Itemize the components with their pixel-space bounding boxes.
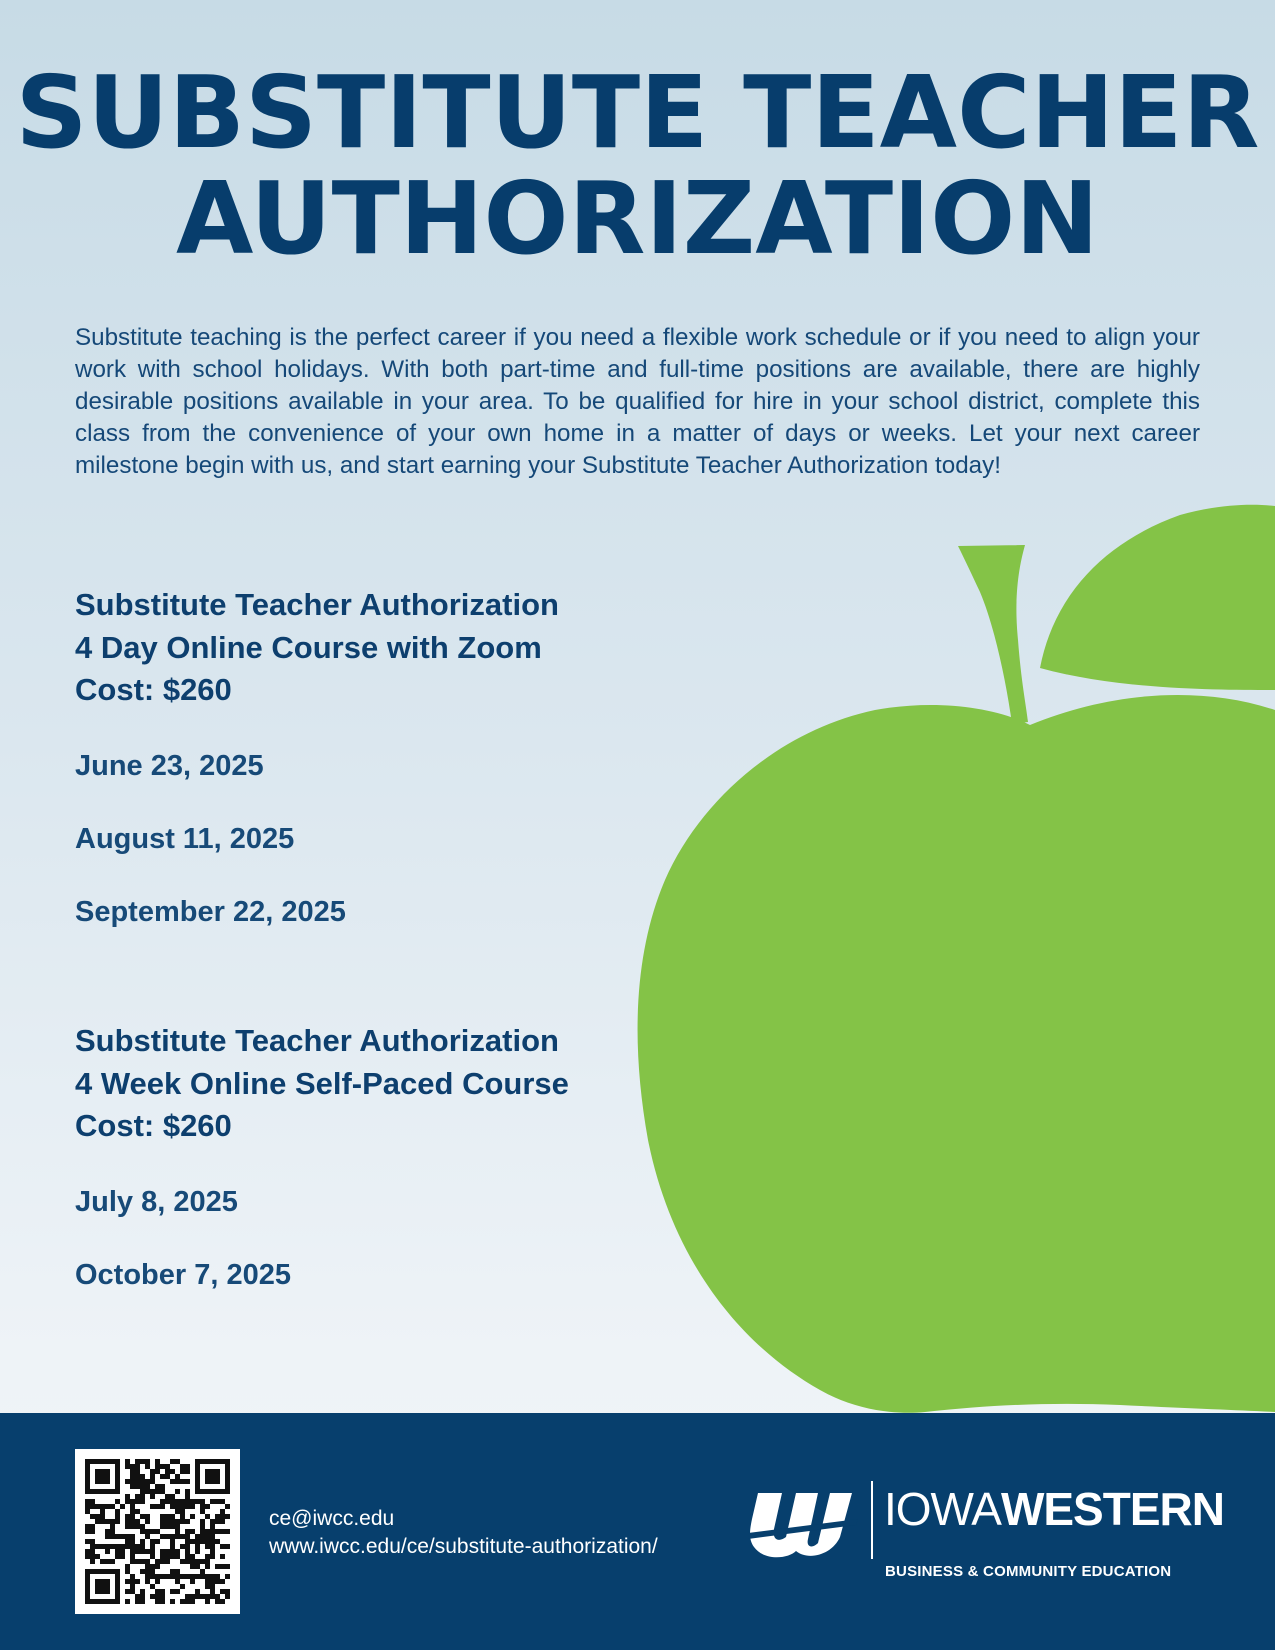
apple-leaf (1040, 505, 1275, 690)
iowa-western-logo (748, 1481, 1224, 1591)
logo-word-light: IOWA (884, 1483, 1001, 1535)
apple-body (638, 695, 1275, 1413)
apple-stem (958, 545, 1028, 724)
course-cost: Cost: $260 (75, 672, 232, 707)
course-date: October 7, 2025 (75, 1258, 291, 1291)
course-date: July 8, 2025 (75, 1185, 238, 1218)
qr-code-icon (75, 1449, 240, 1614)
title-line-2: AUTHORIZATION (176, 160, 1099, 277)
title-line-1: SUBSTITUTE TEACHER (15, 54, 1260, 171)
course-heading (75, 1020, 569, 1148)
iw-logo-icon (748, 1489, 858, 1559)
course-dates (75, 748, 559, 930)
course-4-day (75, 584, 559, 967)
course-dates (75, 1184, 569, 1293)
logo-word-bold: WESTERN (1000, 1483, 1224, 1535)
course-date: August 11, 2025 (75, 822, 295, 855)
email-link[interactable]: ce@iwcc.edu (269, 1507, 395, 1530)
course-heading (75, 584, 559, 712)
qr-code[interactable] (75, 1449, 240, 1614)
contact-info (269, 1505, 658, 1561)
intro-paragraph: Substitute teaching is the perfect career if you need a flexible work schedule or if you need to align your work with school holidays. With both part-time and full-time positions are available, there are highly desirable positions available in your area. To be qualified for hire in your school district, complete this class from the convenience of your own home in a matter of days or weeks. Let your next career milestone begin with us, and start earning your Substitute Teacher Authorization today! (75, 324, 1200, 479)
course-cost: Cost: $260 (75, 1108, 232, 1143)
footer-bar (0, 1413, 1275, 1650)
course-format: 4 Day Online Course with Zoom (75, 629, 542, 665)
logo-subtitle: BUSINESS & COMMUNITY EDUCATION (885, 1563, 1172, 1580)
logo-divider (871, 1481, 873, 1559)
website-link[interactable]: www.iwcc.edu/ce/substitute-authorization/ (269, 1535, 658, 1558)
course-4-week (75, 1020, 569, 1330)
course-name: Substitute Teacher Authorization (75, 1023, 559, 1058)
course-format: 4 Week Online Self-Paced Course (75, 1065, 569, 1101)
logo-wordmark (884, 1483, 1224, 1535)
course-name: Substitute Teacher Authorization (75, 587, 559, 622)
course-date: June 23, 2025 (75, 749, 264, 782)
course-date: September 22, 2025 (75, 895, 346, 928)
